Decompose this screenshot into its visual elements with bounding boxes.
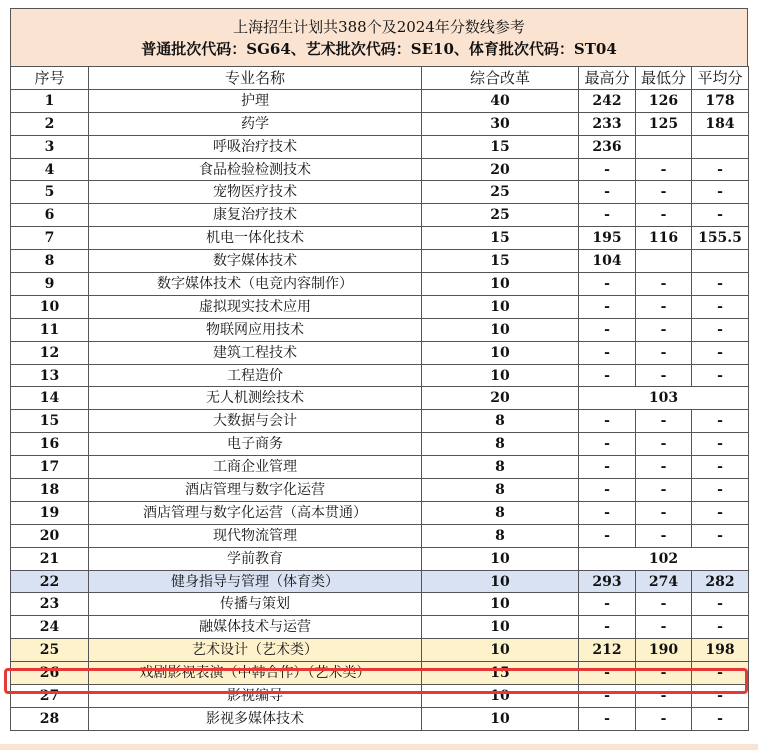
cell-max: - (579, 158, 636, 181)
table-row (11, 364, 749, 387)
cell-major: 物联网应用技术 (89, 318, 422, 341)
cell-plan: 15 (422, 250, 579, 273)
cell-min: - (636, 181, 692, 204)
table-row (11, 685, 749, 708)
cell-max: - (579, 501, 636, 524)
cell-avg: - (692, 295, 749, 318)
cell-max: - (579, 593, 636, 616)
cell-no: 7 (11, 227, 89, 250)
cell-max: - (579, 295, 636, 318)
table-row (11, 479, 749, 502)
cell-no: 4 (11, 158, 89, 181)
cell-no: 24 (11, 616, 89, 639)
cell-major: 药学 (89, 112, 422, 135)
cell-no: 20 (11, 524, 89, 547)
cell-avg: - (692, 524, 749, 547)
cell-no: 28 (11, 707, 89, 730)
cell-min: - (636, 158, 692, 181)
cell-max: - (579, 662, 636, 685)
cell-plan: 10 (422, 593, 579, 616)
cell-plan: 10 (422, 707, 579, 730)
table-row (11, 570, 749, 593)
table-row (11, 181, 749, 204)
cell-avg: - (692, 318, 749, 341)
cell-avg: - (692, 364, 749, 387)
cell-major: 机电一体化技术 (89, 227, 422, 250)
cell-major: 工商企业管理 (89, 456, 422, 479)
cell-avg: - (692, 707, 749, 730)
cell-min: - (636, 593, 692, 616)
cell-min: - (636, 685, 692, 708)
cell-avg: - (692, 616, 749, 639)
cell-merged-score: 103 (579, 387, 749, 410)
cell-no: 18 (11, 479, 89, 502)
table-row (11, 112, 749, 135)
cell-major: 宠物医疗技术 (89, 181, 422, 204)
cell-avg (692, 135, 749, 158)
cell-min: - (636, 524, 692, 547)
cell-min: - (636, 295, 692, 318)
cell-avg: - (692, 273, 749, 296)
cell-plan: 8 (422, 501, 579, 524)
cell-avg: 198 (692, 639, 749, 662)
cell-major: 融媒体技术与运营 (89, 616, 422, 639)
cell-plan: 20 (422, 158, 579, 181)
cell-min: - (636, 341, 692, 364)
cell-min: - (636, 479, 692, 502)
cell-plan: 20 (422, 387, 579, 410)
cell-plan: 25 (422, 204, 579, 227)
cell-avg: - (692, 158, 749, 181)
header-max: 最高分 (579, 67, 636, 90)
cell-plan: 15 (422, 135, 579, 158)
table-row (11, 135, 749, 158)
cell-plan: 15 (422, 662, 579, 685)
cell-merged-score: 102 (579, 547, 749, 570)
cell-no: 13 (11, 364, 89, 387)
cell-min (636, 135, 692, 158)
cell-avg: - (692, 593, 749, 616)
cell-avg: - (692, 433, 749, 456)
cell-major: 呼吸治疗技术 (89, 135, 422, 158)
cell-major: 戏剧影视表演（中韩合作）（艺术类） (89, 662, 422, 685)
table-row (11, 707, 749, 730)
title-line-1: 上海招生计划共388个及2024年分数线参考 (233, 17, 525, 36)
cell-no: 9 (11, 273, 89, 296)
cell-max: 195 (579, 227, 636, 250)
cell-min: - (636, 273, 692, 296)
table-row (11, 547, 749, 570)
cell-max: - (579, 433, 636, 456)
cell-min: 126 (636, 89, 692, 112)
cell-max: 236 (579, 135, 636, 158)
cell-max: - (579, 707, 636, 730)
cell-major: 艺术设计（艺术类） (89, 639, 422, 662)
cell-max: - (579, 273, 636, 296)
cell-major: 康复治疗技术 (89, 204, 422, 227)
header-no: 序号 (11, 67, 89, 90)
cell-no: 21 (11, 547, 89, 570)
table-row (11, 639, 749, 662)
cell-no: 11 (11, 318, 89, 341)
cell-plan: 10 (422, 295, 579, 318)
cell-no: 5 (11, 181, 89, 204)
cell-min: 125 (636, 112, 692, 135)
cell-no: 2 (11, 112, 89, 135)
cell-avg: - (692, 501, 749, 524)
cell-max: - (579, 524, 636, 547)
cell-max: - (579, 181, 636, 204)
table-row (11, 227, 749, 250)
cell-no: 23 (11, 593, 89, 616)
table-row (11, 501, 749, 524)
cell-min: 274 (636, 570, 692, 593)
cell-plan: 10 (422, 570, 579, 593)
cell-no: 16 (11, 433, 89, 456)
cell-plan: 10 (422, 273, 579, 296)
cell-avg: 155.5 (692, 227, 749, 250)
table-row (11, 456, 749, 479)
cell-min: 190 (636, 639, 692, 662)
cell-avg: - (692, 479, 749, 502)
cell-major: 传播与策划 (89, 593, 422, 616)
cell-major: 无人机测绘技术 (89, 387, 422, 410)
cell-plan: 10 (422, 616, 579, 639)
cell-min: - (636, 707, 692, 730)
cell-min: - (636, 433, 692, 456)
cell-major: 数字媒体技术 (89, 250, 422, 273)
cell-no: 8 (11, 250, 89, 273)
cell-max: 212 (579, 639, 636, 662)
table-title (10, 8, 748, 66)
cell-plan: 8 (422, 433, 579, 456)
cell-avg: 184 (692, 112, 749, 135)
cell-min: - (636, 662, 692, 685)
cell-max: - (579, 318, 636, 341)
table-row (11, 341, 749, 364)
cell-no: 22 (11, 570, 89, 593)
table-row (11, 204, 749, 227)
cell-no: 10 (11, 295, 89, 318)
cell-min: - (636, 616, 692, 639)
cell-no: 3 (11, 135, 89, 158)
header-plan: 综合改革 (422, 67, 579, 90)
cell-no: 26 (11, 662, 89, 685)
header-avg: 平均分 (692, 67, 749, 90)
cell-no: 27 (11, 685, 89, 708)
cell-avg: 178 (692, 89, 749, 112)
cell-major: 影视多媒体技术 (89, 707, 422, 730)
cell-plan: 30 (422, 112, 579, 135)
table-row (11, 524, 749, 547)
cell-max: - (579, 479, 636, 502)
cell-max: 242 (579, 89, 636, 112)
cell-max: 233 (579, 112, 636, 135)
cell-min: - (636, 456, 692, 479)
cell-max: - (579, 364, 636, 387)
cell-min: - (636, 501, 692, 524)
cell-max: - (579, 685, 636, 708)
cell-avg: - (692, 662, 749, 685)
cell-major: 工程造价 (89, 364, 422, 387)
cell-max: 104 (579, 250, 636, 273)
cell-no: 12 (11, 341, 89, 364)
cell-plan: 8 (422, 456, 579, 479)
cell-major: 食品检验检测技术 (89, 158, 422, 181)
cell-avg (692, 250, 749, 273)
header-min: 最低分 (636, 67, 692, 90)
table-row (11, 158, 749, 181)
cell-major: 影视编导 (89, 685, 422, 708)
cell-major: 电子商务 (89, 433, 422, 456)
cell-plan: 8 (422, 479, 579, 502)
cell-major: 建筑工程技术 (89, 341, 422, 364)
cell-avg: 282 (692, 570, 749, 593)
cell-major: 大数据与会计 (89, 410, 422, 433)
table-row (11, 89, 749, 112)
cell-major: 酒店管理与数字化运营（高本贯通） (89, 501, 422, 524)
cell-max: 293 (579, 570, 636, 593)
table-row (11, 387, 749, 410)
table-row (11, 250, 749, 273)
cell-min: - (636, 204, 692, 227)
cell-no: 15 (11, 410, 89, 433)
cell-major: 学前教育 (89, 547, 422, 570)
table-body (11, 89, 749, 730)
cell-max: - (579, 410, 636, 433)
cell-min (636, 250, 692, 273)
bottom-strip (0, 744, 758, 750)
table-row (11, 593, 749, 616)
header-major: 专业名称 (89, 67, 422, 90)
score-table (10, 66, 749, 731)
cell-major: 现代物流管理 (89, 524, 422, 547)
cell-min: 116 (636, 227, 692, 250)
cell-no: 1 (11, 89, 89, 112)
cell-avg: - (692, 685, 749, 708)
cell-min: - (636, 410, 692, 433)
table-row (11, 616, 749, 639)
cell-plan: 10 (422, 341, 579, 364)
cell-avg: - (692, 410, 749, 433)
cell-plan: 40 (422, 89, 579, 112)
cell-plan: 25 (422, 181, 579, 204)
cell-avg: - (692, 341, 749, 364)
cell-min: - (636, 364, 692, 387)
cell-plan: 15 (422, 227, 579, 250)
cell-no: 17 (11, 456, 89, 479)
cell-max: - (579, 341, 636, 364)
cell-major: 酒店管理与数字化运营 (89, 479, 422, 502)
cell-plan: 8 (422, 410, 579, 433)
cell-max: - (579, 456, 636, 479)
cell-max: - (579, 616, 636, 639)
cell-major: 健身指导与管理（体育类） (89, 570, 422, 593)
score-table-sheet (10, 8, 748, 731)
cell-avg: - (692, 181, 749, 204)
cell-max: - (579, 204, 636, 227)
cell-no: 14 (11, 387, 89, 410)
table-row (11, 433, 749, 456)
cell-major: 数字媒体技术（电竞内容制作） (89, 273, 422, 296)
cell-plan: 10 (422, 639, 579, 662)
cell-no: 6 (11, 204, 89, 227)
cell-no: 19 (11, 501, 89, 524)
table-row (11, 410, 749, 433)
cell-major: 虚拟现实技术应用 (89, 295, 422, 318)
cell-plan: 10 (422, 685, 579, 708)
table-row (11, 273, 749, 296)
table-row (11, 295, 749, 318)
table-row (11, 318, 749, 341)
header-row (11, 67, 749, 90)
cell-no: 25 (11, 639, 89, 662)
title-line-2: 普通批次代码：SG64、艺术批次代码：SE10、体育批次代码：ST04 (141, 39, 617, 58)
cell-avg: - (692, 204, 749, 227)
cell-plan: 10 (422, 318, 579, 341)
cell-major: 护理 (89, 89, 422, 112)
cell-avg: - (692, 456, 749, 479)
cell-plan: 10 (422, 364, 579, 387)
cell-min: - (636, 318, 692, 341)
table-row (11, 662, 749, 685)
cell-plan: 8 (422, 524, 579, 547)
cell-plan: 10 (422, 547, 579, 570)
